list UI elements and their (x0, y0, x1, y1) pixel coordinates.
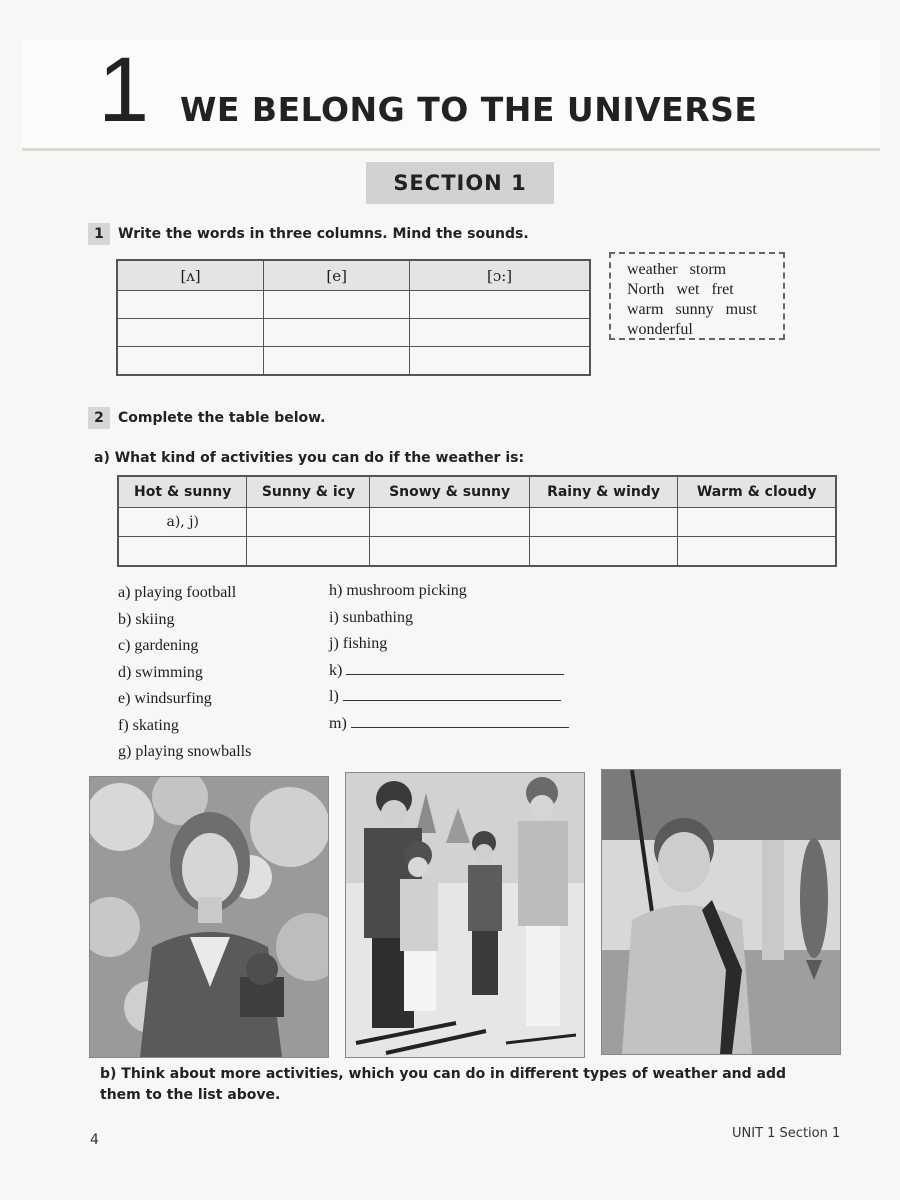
list-item: c) gardening (118, 637, 199, 654)
table-cell[interactable] (529, 508, 678, 537)
table-row (117, 291, 590, 319)
word: warm (627, 301, 664, 318)
table-cell[interactable] (117, 347, 264, 376)
table-cell[interactable] (370, 508, 529, 537)
table-cell[interactable] (370, 537, 529, 567)
task-2-number: 2 (88, 407, 110, 429)
table-cell[interactable]: a), j) (118, 508, 247, 537)
photo-skiing-family-image (346, 773, 584, 1057)
list-item: e) windsurfing (118, 690, 212, 707)
blank-item (329, 711, 569, 738)
activities-list-right (329, 578, 569, 737)
photo-gardening-woman-image (90, 777, 328, 1057)
table-cell[interactable] (529, 537, 678, 567)
sound-column-header: [ɔ:] (410, 260, 590, 291)
word: weather (627, 261, 678, 278)
word: wet (676, 281, 700, 298)
table-cell[interactable] (264, 291, 410, 319)
weather-column-header: Rainy & windy (529, 476, 678, 508)
word-line (627, 280, 783, 300)
weather-table-header (118, 476, 836, 508)
list-item: a) playing football (118, 584, 237, 601)
task-1-number: 1 (88, 223, 110, 245)
part-b-instruction: b) Think about more activities, which you can do in different types of weather and add them to the list above. (100, 1066, 787, 1103)
word: fret (711, 281, 734, 298)
word-line (627, 320, 783, 340)
list-item: g) playing snowballs (118, 743, 252, 760)
task-1-instruction: Write the words in three columns. Mind the sounds. (118, 226, 529, 242)
weather-table (117, 475, 837, 567)
table-row (118, 508, 836, 537)
word: must (725, 301, 757, 318)
list-item: h) mushroom picking (329, 582, 467, 599)
photo-skiing-family (345, 772, 585, 1058)
word: storm (689, 261, 727, 278)
weather-column-header: Sunny & icy (247, 476, 370, 508)
word: sunny (675, 301, 714, 318)
list-item: j) fishing (329, 635, 388, 652)
sounds-table-header (117, 260, 590, 291)
weather-column-header: Hot & sunny (118, 476, 247, 508)
unit-title: WE BELONG TO THE UNIVERSE (180, 90, 758, 129)
word-line (627, 300, 783, 320)
task-1-heading (88, 223, 529, 245)
photo-gardening-woman (89, 776, 329, 1058)
photo-fishing-boy-image (602, 770, 840, 1054)
sound-column-header: [e] (264, 260, 410, 291)
task-2-instruction: Complete the table below. (118, 410, 326, 426)
table-cell[interactable] (678, 537, 836, 567)
table-row (118, 537, 836, 567)
list-item: b) skiing (118, 610, 175, 628)
table-cell[interactable] (117, 319, 264, 347)
list-item: d) swimming (118, 663, 203, 681)
part-a-instruction: a) What kind of activities you can do if the weather is: (94, 450, 525, 466)
word: wonderful (627, 321, 693, 338)
blank-item (329, 684, 569, 711)
blank-item (329, 658, 569, 685)
page-number: 4 (90, 1132, 99, 1148)
weather-column-header: Warm & cloudy (678, 476, 836, 508)
table-cell[interactable] (117, 291, 264, 319)
table-row (117, 319, 590, 347)
section-label: SECTION 1 (366, 162, 554, 204)
table-cell[interactable] (264, 347, 410, 376)
table-cell[interactable] (410, 291, 590, 319)
unit-number: 1 (98, 39, 150, 141)
list-item: f) skating (118, 716, 179, 734)
table-cell[interactable] (410, 347, 590, 376)
table-cell[interactable] (247, 537, 370, 567)
sound-column-header: [ʌ] (117, 260, 264, 291)
weather-column-header: Snowy & sunny (370, 476, 529, 508)
photo-fishing-boy (601, 769, 841, 1055)
answer-line[interactable] (346, 660, 564, 675)
word-line (627, 260, 783, 280)
table-cell[interactable] (410, 319, 590, 347)
activities-list-left (118, 580, 251, 766)
table-cell[interactable] (678, 508, 836, 537)
blank-label: m) (329, 714, 347, 732)
blank-label: k) (329, 661, 343, 679)
word: North (627, 281, 665, 298)
blank-label: l) (329, 688, 339, 705)
table-row (117, 347, 590, 376)
sounds-table (116, 259, 591, 376)
list-item: i) sunbathing (329, 608, 413, 626)
word-box (609, 252, 785, 340)
table-cell[interactable] (118, 537, 247, 567)
footer-unit-label: UNIT 1 Section 1 (732, 1126, 841, 1141)
table-cell[interactable] (264, 319, 410, 347)
table-cell[interactable] (247, 508, 370, 537)
answer-line[interactable] (343, 686, 561, 701)
task-2-heading (88, 407, 326, 429)
answer-line[interactable] (351, 713, 569, 728)
